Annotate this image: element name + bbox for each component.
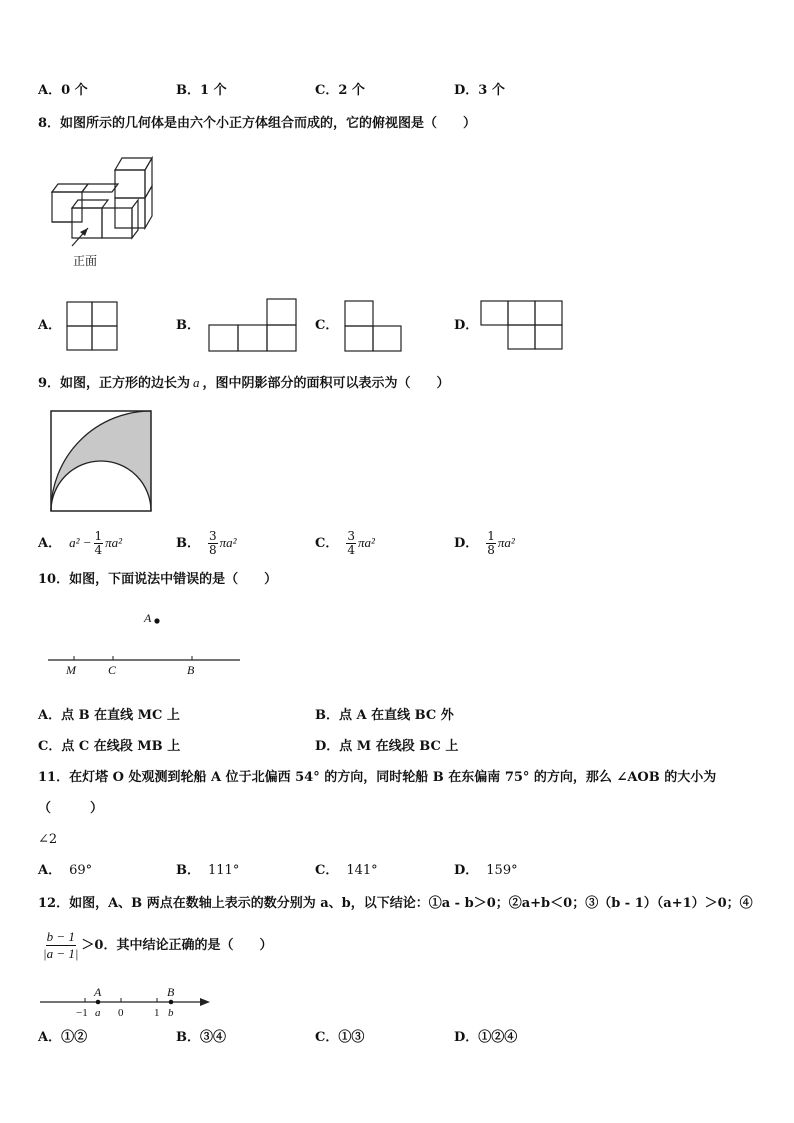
- q9-option-d: D． $\frac{1}{8}$ πa²: [454, 529, 515, 557]
- q9-square-figure: [50, 410, 152, 512]
- q12-tick-b: b: [168, 1007, 174, 1019]
- q10-option-d: D．点 M 在线段 BC 上: [315, 739, 459, 754]
- q9-option-b: B． $\frac{3}{8}$ πa²: [176, 529, 237, 557]
- q10-option-b: B．点 A 在直线 BC 外: [315, 708, 454, 723]
- q12-option-d: D．①②④: [454, 1030, 518, 1045]
- q12-tick-a: a: [95, 1007, 101, 1019]
- q8-stem: 8．如图所示的几何体是由六个小正方体组合而成的，它的俯视图是（ ）: [38, 116, 477, 131]
- q8-option-b-letter: B．: [176, 318, 200, 333]
- q11-stem: 11．在灯塔 O 处观测到轮船 A 位于北偏西 54° 的方向，同时轮船 B 在东偏南 75° 的方向，那么 ∠AOB 的大小为: [38, 770, 717, 785]
- q9-stem: 9．如图，正方形的边长为 a ，图中阴影部分的面积可以表示为（ ）: [38, 375, 450, 391]
- q10-option-c: C．点 C 在线段 MB 上: [38, 739, 181, 754]
- q12-option-c: C．①③: [315, 1030, 365, 1045]
- q12-point-b-label: B: [167, 985, 175, 999]
- q12-option-b: B．③④: [176, 1030, 227, 1045]
- q10-point-b-label: B: [187, 663, 195, 677]
- q11-option-d: D． 159°: [454, 863, 518, 878]
- q10-option-a: A．点 B 在直线 MC 上: [38, 708, 180, 723]
- q12-point-a: [96, 1000, 101, 1005]
- q10-line-figure: [44, 608, 244, 678]
- q7-option-d: D．3 个: [454, 83, 505, 98]
- q8-option-b-figure: [208, 298, 300, 354]
- q12-option-a: A．①②: [38, 1030, 88, 1045]
- q11-paren: （ ）: [38, 801, 104, 816]
- q7-option-c: C．2 个: [315, 83, 365, 98]
- q8-option-a-figure: [66, 300, 120, 352]
- q9-option-a: A． a² − $\frac{1}{4}$ πa²: [38, 529, 123, 557]
- q12-tick-neg1: −1: [76, 1007, 88, 1019]
- q8-front-label: 正面: [73, 254, 98, 268]
- q12-number-line: [38, 985, 213, 1023]
- q10-point-a: [154, 618, 159, 623]
- q9-option-c: C． $\frac{3}{4}$ πa²: [315, 529, 375, 557]
- q12-frac-num: b − 1: [46, 929, 75, 944]
- q12-frac-den: |a − 1|: [43, 946, 79, 961]
- q11-angle-label: ∠2: [38, 832, 58, 847]
- q12-point-a-label: A: [94, 985, 102, 999]
- q12-tick-one: 1: [154, 1007, 160, 1019]
- q12-axis-arrow: [200, 998, 210, 1006]
- q8-option-d-letter: D．: [454, 318, 479, 333]
- q10-point-a-label: A: [144, 611, 152, 625]
- q8-solid-figure: [40, 150, 170, 275]
- q12-stem-line2: $\frac{b - 1}{|a - 1|}$ ＞0．其中结论正确的是（ ）: [43, 929, 273, 961]
- q12-stem: 12．如图，A、B 两点在数轴上表示的数分别为 a、b，以下结论：①a - b＞0；②a+b＜0；③（b - 1）（a+1）＞0；④: [38, 896, 753, 911]
- q8-option-a-letter: A．: [38, 318, 62, 333]
- q11-option-a: A． 69°: [38, 863, 93, 878]
- q10-point-c-label: C: [108, 663, 117, 677]
- q10-stem: 10．如图，下面说法中错误的是（ ）: [38, 572, 278, 587]
- q12-tick-zero: 0: [118, 1007, 124, 1019]
- q8-option-d-figure: [480, 300, 566, 352]
- q8-option-c-letter: C．: [315, 318, 339, 333]
- q7-option-b: B．1 个: [176, 83, 227, 98]
- q7-option-a: A．0 个: [38, 83, 88, 98]
- q8-option-c-figure: [344, 300, 404, 352]
- q11-option-b: B． 111°: [176, 863, 240, 878]
- q10-point-m-label: M: [66, 663, 76, 677]
- q12-point-b: [169, 1000, 174, 1005]
- q11-option-c: C． 141°: [315, 863, 378, 878]
